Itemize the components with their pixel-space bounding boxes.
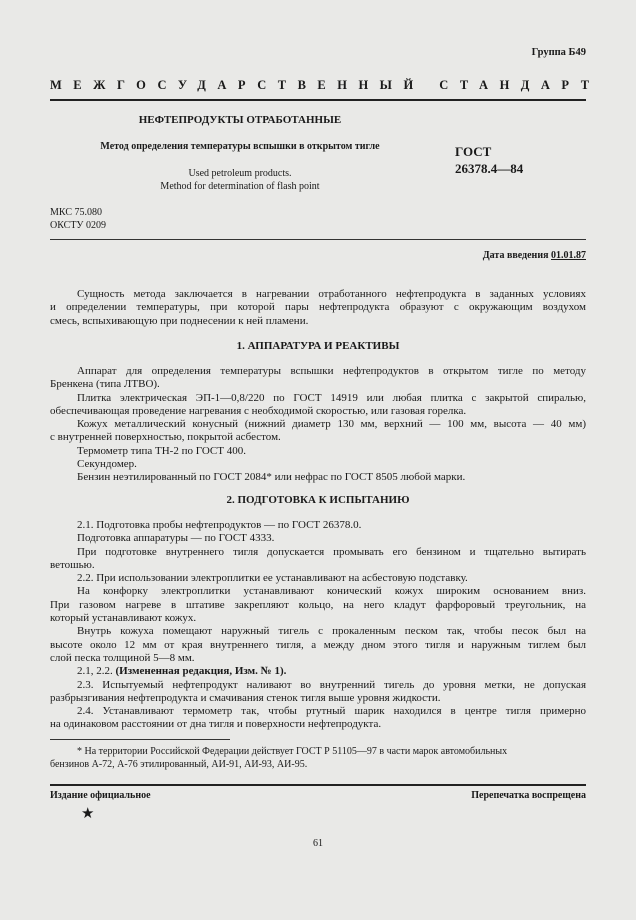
text-line: Бензин неэтилированный по ГОСТ 2084* или нефрас по ГОСТ 8505 любой марки. bbox=[77, 471, 466, 484]
text-line: смесь, вспыхивающую при поднесении к ней пламени. bbox=[50, 314, 309, 327]
intro-paragraph bbox=[50, 288, 586, 328]
document-title: НЕФТЕПРОДУКТЫ ОТРАБОТАННЫЕ bbox=[138, 114, 342, 126]
classification-codes bbox=[50, 207, 106, 232]
header-rule bbox=[50, 239, 586, 240]
text-line: На конфорку электроплитки устанавливают конический кожух широким основанием вниз. bbox=[77, 585, 586, 598]
text-line: 2.1. Подготовка пробы нефтепродуктов — по ГОСТ 26378.0. bbox=[77, 519, 362, 531]
text-line: Термометр типа ТН-2 по ГОСТ 400. bbox=[77, 444, 246, 457]
footnote bbox=[50, 746, 586, 771]
text-line: Плитка электрическая ЭП-1—0,8/220 по ГОСТ 14919 или любая плитка с закрытой спиралью, bbox=[77, 391, 586, 404]
star-icon: ★ bbox=[81, 806, 95, 822]
text-line: на одинаковом расстоянии от дна тигля и поверхности нефтепродукта. bbox=[50, 718, 382, 731]
text-line: высоте около 12 мм от края внутреннего тигля, а между дном этого тигля и наружным тиглем был bbox=[50, 638, 586, 651]
text-line: Аппарат для определения температуры вспышки нефтепродуктов в открытом тигле по методу bbox=[77, 365, 586, 377]
gost-designation bbox=[455, 143, 523, 177]
text-line: с внутренней поверхностью, покрытой асбестом. bbox=[50, 431, 281, 444]
group-code: Группа Б49 bbox=[531, 47, 586, 58]
date-value: 01.01.87 bbox=[551, 250, 586, 261]
standard-banner: МЕЖГОСУДАРСТВЕННЫЙ СТАНДАРТ bbox=[50, 78, 601, 92]
method-title-en-2: Method for determination of flash point bbox=[160, 181, 320, 192]
effective-date bbox=[483, 250, 586, 261]
gost-number: 26378.4—84 bbox=[455, 161, 524, 176]
method-title-ru: Метод определения температуры вспышки в открытом тигле bbox=[100, 141, 380, 152]
page-number: 61 bbox=[313, 838, 323, 849]
footnote-line: бензинов А-72, А-76 этилированный, АИ-91, АИ-93, АИ-95. bbox=[50, 758, 308, 770]
section-2-body bbox=[50, 519, 586, 732]
method-title-en-1: Used petroleum products. bbox=[188, 168, 292, 179]
footnote-line: * На территории Российской Федерации действует ГОСТ Р 51105—97 в части марок автомобильных bbox=[77, 746, 508, 757]
text-line: Внутрь кожуха помещают наружный тигель с прокаленным песком так, чтобы песок был на bbox=[77, 625, 586, 638]
okstu-code: ОКСТУ 0209 bbox=[50, 219, 107, 231]
text-line: 2.2. При использовании электроплитки ее устанавливают на асбестовую подставку. bbox=[77, 572, 468, 585]
amendment-note: (Измененная редакция, Изм. № 1). bbox=[115, 665, 287, 678]
text-line: и определении температуры, при которой пары нефтепродукта образуют с окружающим воздухом bbox=[50, 301, 586, 314]
amendment-ref: 2.1, 2.2. bbox=[77, 665, 113, 678]
text-line: ветошью. bbox=[50, 558, 95, 571]
reprint-prohibited: Перепечатка воспрещена bbox=[471, 790, 586, 801]
section-1-heading: 1. АППАРАТУРА И РЕАКТИВЫ bbox=[236, 340, 400, 352]
text-line: разбрызгивания нефтепродукта и смачивания стенок тигля выше уровня жидкости. bbox=[50, 691, 441, 704]
date-label: Дата введения bbox=[482, 250, 549, 261]
text-line: При газовом нагреве в штативе закрепляют кольцо, на него кладут фарфоровый треугольник, на bbox=[50, 598, 586, 611]
text-line: 2.4. Устанавливают термометр так, чтобы ртутный шарик находился в центре тигля примерно bbox=[77, 705, 586, 718]
text-line: слой песка толщиной 5—8 мм. bbox=[50, 651, 195, 664]
footnote-rule bbox=[50, 739, 230, 740]
text-line: обеспечивающая проведение нагревания с необходимой скоростью, или газовая горелка. bbox=[50, 404, 467, 417]
section-2-heading: 2. ПОДГОТОВКА К ИСПЫТАНИЮ bbox=[226, 494, 410, 506]
text-line: Подготовка аппаратуры — по ГОСТ 4333. bbox=[77, 532, 275, 545]
official-edition: Издание официальное bbox=[50, 790, 151, 801]
footer-rule bbox=[50, 784, 586, 786]
text-line: Секундомер. bbox=[77, 458, 137, 471]
text-line: который устанавливают кожух. bbox=[50, 612, 197, 625]
banner-rule bbox=[50, 99, 586, 101]
text-line: Бренкена (типа ЛТВО). bbox=[50, 378, 160, 391]
text-line: Кожух металлический конусный (нижний диаметр 130 мм, верхний — 100 мм, высота — 40 мм) bbox=[77, 418, 586, 431]
amendment-line bbox=[50, 665, 586, 678]
section-1-body bbox=[50, 365, 586, 485]
text-line: При подготовке внутреннего тигля допускается промывать его бензином и тщательно вытирать bbox=[77, 545, 586, 558]
text-line: 2.3. Испытуемый нефтепродукт наливают во внутренний тигель до уровня метки, не допуская bbox=[77, 678, 586, 691]
gost-label: ГОСТ bbox=[455, 144, 492, 159]
text-line: Сущность метода заключается в нагревании отработанного нефтепродукта в заданных условиях bbox=[77, 288, 586, 300]
mks-code: МКС 75.080 bbox=[50, 207, 102, 218]
